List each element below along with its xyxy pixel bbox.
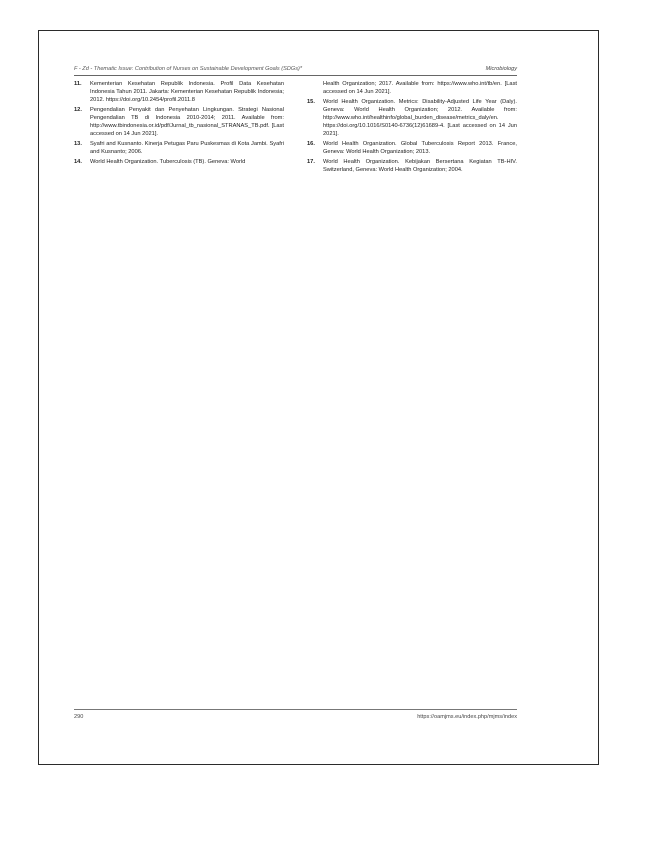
reference-item-continued: [307, 80, 517, 96]
references-left-column: [74, 80, 284, 168]
page-number: 290: [74, 714, 84, 720]
reference-text: World Health Organization. Tuberculosis (TB). Geneva: World: [90, 159, 246, 165]
running-title: F - Zd - Thematic Issue: Contribution of Nurses on Sustainable Development Goals (SDGs)*: [74, 66, 303, 72]
reference-text: Kementerian Kesehatan Republik Indonesia. Profil Data Kesehatan Indonesia Tahun 2011. Jakarta: Kementerian Kesehatan Republik Indonesia; 2012. https://doi.org/10.2454/profil.2011.8: [90, 81, 284, 103]
reference-text: Health Organization; 2017. Available from: https://www.who.int/tb/en. [Last accessed on 14 Jun 2021].: [323, 81, 517, 95]
reference-text: World Health Organization. Metrics: Disability-Adjusted Life Year (Daly). Geneva: World Health Organization; 2012. Available from: http://www.who.int/healthinfo/global_burden_disease/metrics_daly/en. https://doi.org/10.1016/S0140-6736(12)61689-4. [Last accessed on 14 Jun 2021].: [323, 99, 517, 137]
header-rule: [74, 75, 517, 76]
reference-item: [74, 158, 284, 166]
reference-text: World Health Organization. Kebijakan Bersertana Kegiatan TB-HIV. Switzerland, Geneva: World Health Organization; 2004.: [323, 159, 517, 173]
reference-number: 16.: [307, 141, 315, 147]
reference-text: Syafri and Kusnanto. Kinerja Petugas Paru Puskesmas di Kota Jambi. Syafri and Kusnanto; 2006.: [90, 141, 284, 155]
reference-item: [74, 106, 284, 138]
reference-number: 11.: [74, 81, 82, 87]
reference-item: [74, 80, 284, 104]
reference-item: [74, 140, 284, 156]
references-right-column: [307, 80, 517, 176]
section-label: Microbiology: [485, 66, 517, 72]
reference-text: Pengendalian Penyakit dan Penyehatan Lingkungan. Strategi Nasional Pengendalian TB di Indonesia 2010-2014; 2011. Available from: http://www.tbindonesia.or.id/pdf/Jurnal_tb_nasional_STRANAS_TB.pdf. [Last accessed on 14 Jun 2021].: [90, 107, 284, 137]
reference-number: 12.: [74, 107, 82, 113]
footer-rule: [74, 709, 517, 710]
reference-item: [307, 140, 517, 156]
running-header: [74, 63, 517, 75]
reference-number: 14.: [74, 159, 82, 165]
reference-number: 13.: [74, 141, 82, 147]
reference-item: [307, 98, 517, 138]
reference-text: World Health Organization. Global Tuberculosis Report 2013. France, Geneva: World Health Organization; 2013.: [323, 141, 517, 155]
page-footer: [74, 712, 517, 722]
reference-number: 17.: [307, 159, 315, 165]
reference-item: [307, 158, 517, 174]
reference-number: 15.: [307, 99, 315, 105]
journal-url[interactable]: https://oamjms.eu/index.php/mjms/index: [417, 714, 517, 720]
